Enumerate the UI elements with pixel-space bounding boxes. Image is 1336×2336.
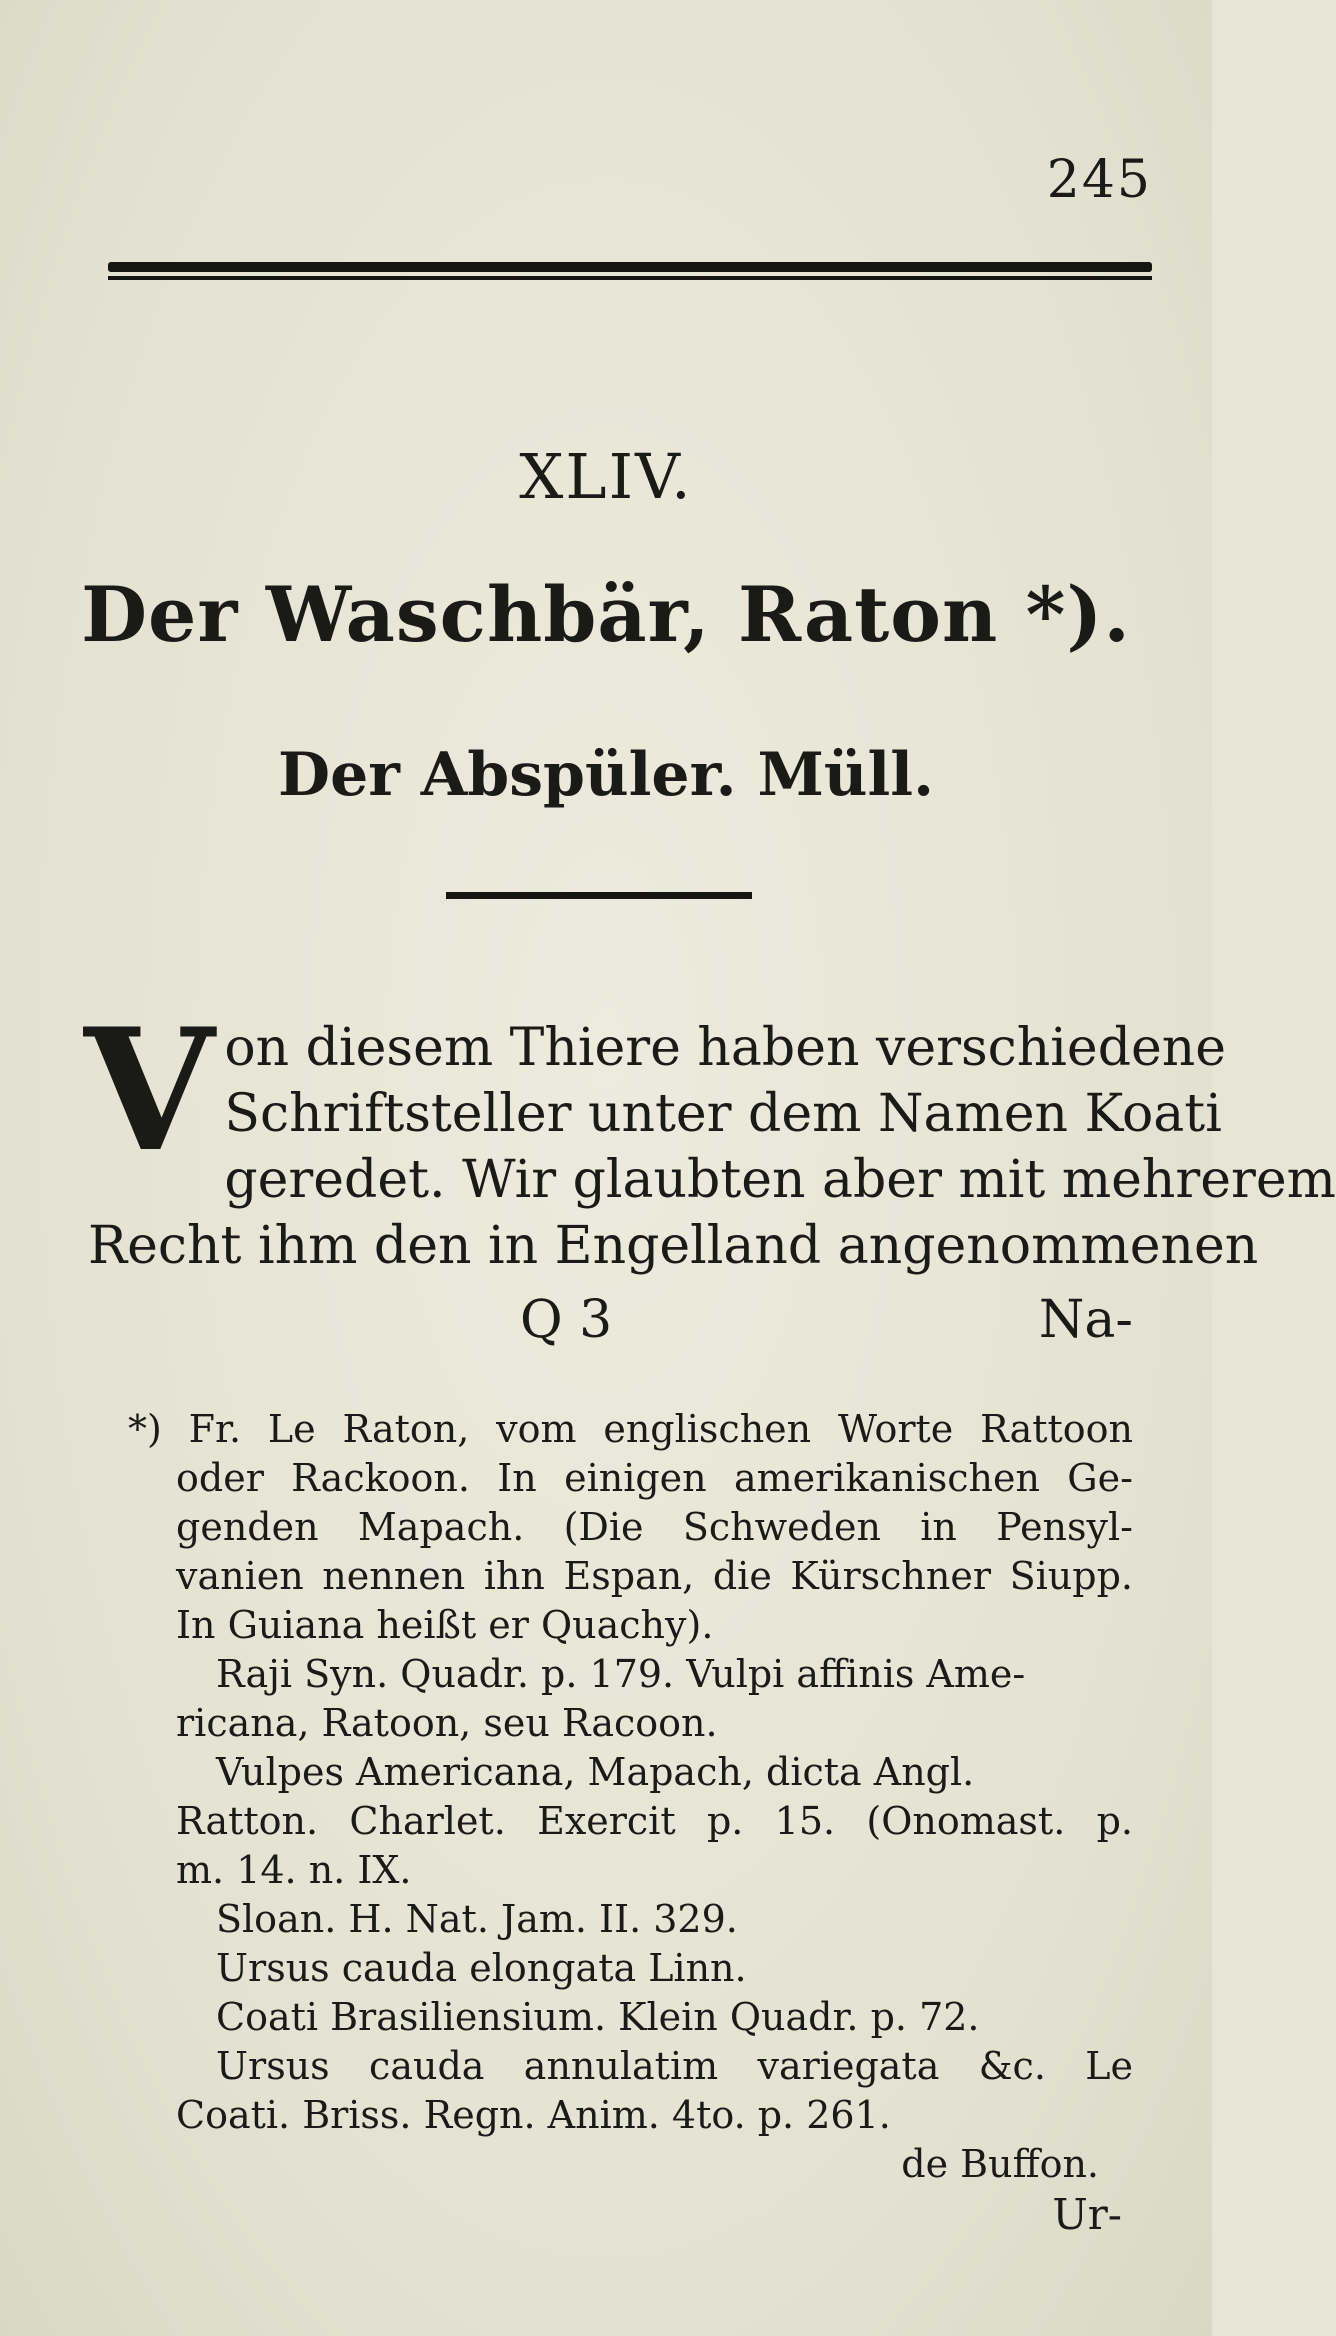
footnote-line: Ursus cauda annulatim variegata &c. Le [216, 2044, 1133, 2088]
footnote-line: m. 14. n. IX. [176, 1848, 412, 1892]
text-line: Recht ihm den in Engelland angenommenen [88, 1216, 1259, 1276]
footnote-line: oder Rackoon. In einigen amerikanischen Ge- [176, 1456, 1133, 1500]
text-line: geredet. Wir glaubten aber mit mehrerem [224, 1150, 1336, 1210]
footnote-line: ricana, Ratoon, seu Racoon. [176, 1701, 718, 1745]
chapter-title: Der Waschbär, Raton *). [81, 570, 1131, 659]
header-rule-thick [108, 262, 1152, 272]
drop-cap: V [84, 991, 215, 1189]
chapter-number: XLIV. [519, 440, 693, 513]
bottom-catchword: Ur- [1052, 2190, 1122, 2239]
title-separator-rule [446, 892, 752, 899]
catchword: Na- [1038, 1290, 1133, 1350]
footnote-line: In Guiana heißt er Quachy). [176, 1603, 714, 1647]
footnote-line: Sloan. H. Nat. Jam. II. 329. [216, 1897, 738, 1941]
chapter-subtitle: Der Abspüler. Müll. [278, 740, 934, 810]
main-text [84, 991, 1336, 1279]
text-line: Schriftsteller unter dem Namen Koati [224, 1084, 1222, 1144]
footnote-line: genden Mapach. (Die Schweden in Pensyl- [176, 1505, 1133, 1549]
footnote-line: de Buffon. [901, 2142, 1099, 2186]
footnote-line: Coati Brasiliensium. Klein Quadr. p. 72. [216, 1995, 980, 2039]
footnote-line: vanien nennen ihn Espan, die Kürschner Siupp. [176, 1554, 1133, 1598]
signature-mark: Q 3 [520, 1290, 613, 1350]
footnote-line: Coati. Briss. Regn. Anim. 4to. p. 261. [176, 2093, 891, 2137]
footnote [128, 1405, 1133, 2189]
text-line: on diesem Thiere haben verschiedene [224, 1018, 1227, 1078]
header-rule-thin [108, 276, 1152, 280]
header-double-rule [108, 262, 1152, 282]
footnote-line: Ursus cauda elongata Linn. [216, 1946, 747, 1990]
page-number: 245 [1046, 150, 1152, 210]
footnote-line: *) Fr. Le Raton, vom englischen Worte Rattoon [128, 1407, 1133, 1451]
footnote-line: Raji Syn. Quadr. p. 179. Vulpi affinis Ame- [216, 1652, 1026, 1696]
footnote-line: Vulpes Americana, Mapach, dicta Angl. [216, 1750, 975, 1794]
footnote-line: Ratton. Charlet. Exercit p. 15. (Onomast. p. [176, 1799, 1133, 1843]
